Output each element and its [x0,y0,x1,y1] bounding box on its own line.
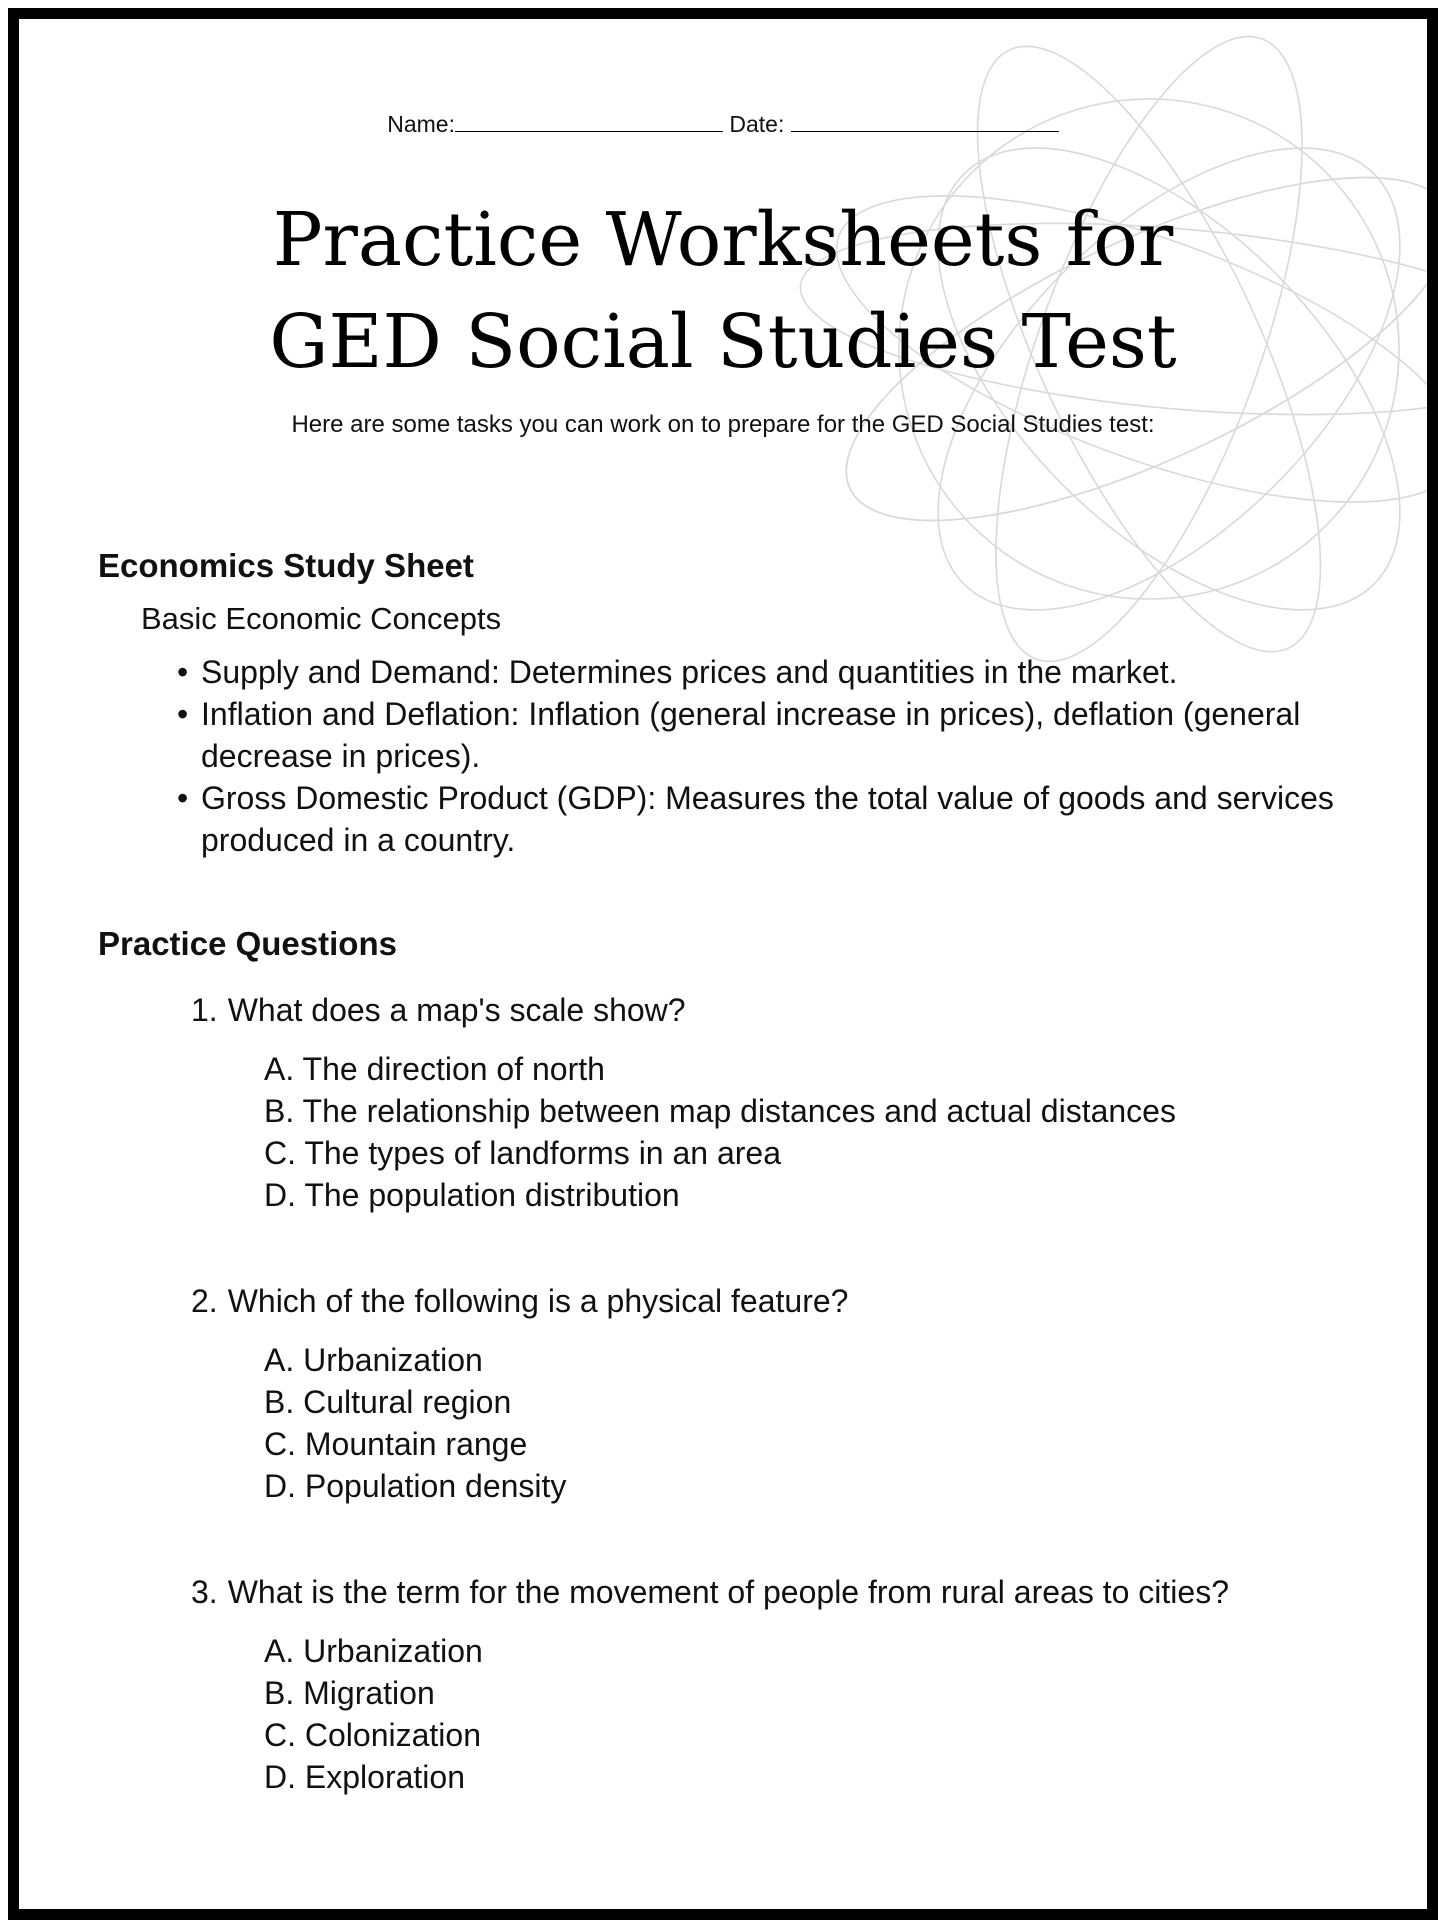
question-2-option-d[interactable]: D. Population density [264,1468,567,1504]
question-2-option-a[interactable]: A. Urbanization [264,1342,483,1378]
question-2-number: 2. [191,1283,218,1319]
page-title [19,189,1427,393]
question-1-text: What does a map's scale show? [227,992,686,1028]
intro-text: Here are some tasks you can work on to prepare for the GED Social Studies test: [291,411,1155,438]
question-3-stem [191,1572,1371,1612]
question-3-number: 3. [191,1574,218,1610]
question-2 [191,1281,1371,1507]
question-3-option-a[interactable]: A. Urbanization [264,1633,483,1669]
economics-subheading: Basic Economic Concepts [141,601,502,636]
question-1-option-a[interactable]: A. The direction of north [264,1051,605,1087]
question-3 [191,1572,1371,1798]
title-line-2: GED Social Studies Test [269,299,1177,385]
question-1-option-c[interactable]: C. The types of landforms in an area [264,1135,782,1171]
question-2-stem [191,1281,1371,1321]
question-1-option-b[interactable]: B. The relationship between map distances and actual distances [264,1093,1176,1129]
economics-heading: Economics Study Sheet [98,547,474,584]
practice-questions-heading: Practice Questions [98,925,397,962]
question-2-text: Which of the following is a physical feature? [227,1283,849,1319]
question-1-stem [191,990,1371,1030]
bullet-supply-demand: • Supply and Demand: Determines prices and quantities in the market. [177,651,1337,693]
question-2-option-b[interactable]: B. Cultural region [264,1384,512,1420]
question-1 [191,990,1371,1216]
name-label: Name: [387,111,455,137]
date-label: Date: [729,111,785,137]
name-blank[interactable] [455,130,723,132]
name-date-line [19,111,1427,138]
question-3-option-c[interactable]: C. Colonization [264,1717,481,1753]
title-line-1: Practice Worksheets for [272,197,1174,283]
question-2-option-c[interactable]: C. Mountain range [264,1426,528,1462]
question-3-option-d[interactable]: D. Exploration [264,1759,465,1795]
question-3-text: What is the term for the movement of people from rural areas to cities? [227,1574,1229,1610]
bullet-gdp: • Gross Domestic Product (GDP): Measures the total value of goods and services produced in a country. [177,777,1337,861]
question-3-option-b[interactable]: B. Migration [264,1675,435,1711]
economics-bullet-list [177,651,1337,861]
date-blank[interactable] [791,130,1059,132]
question-1-number: 1. [191,992,218,1028]
question-1-option-d[interactable]: D. The population distribution [264,1177,680,1213]
bullet-inflation-deflation: • Inflation and Deflation: Inflation (general increase in prices), deflation (general decrease in prices). [177,693,1337,777]
page-frame [8,8,1438,1920]
